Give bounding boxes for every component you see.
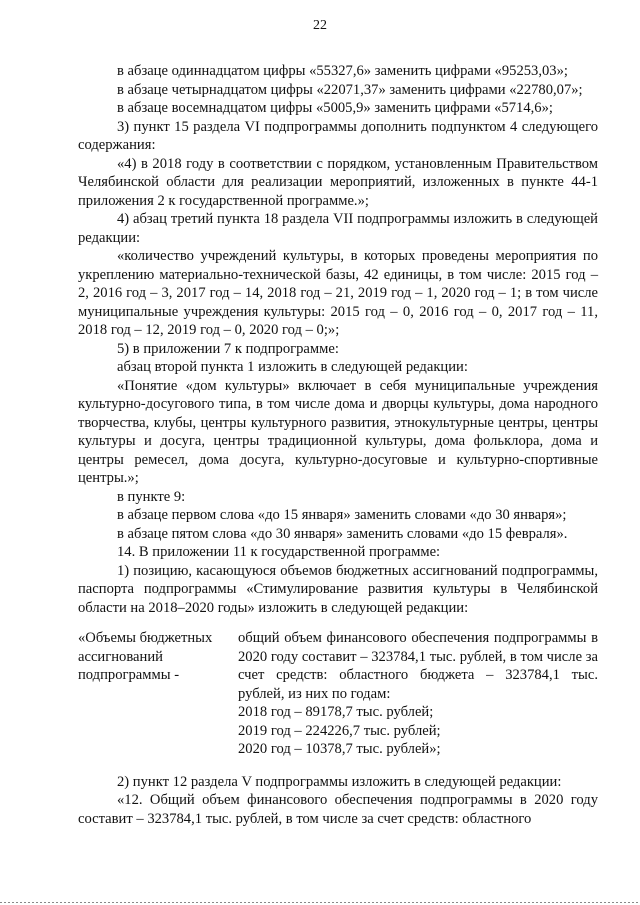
table-left-label: «Объемы бюджетных ассигнований подпрограммы bbox=[78, 630, 213, 683]
paragraph: 4) абзац третий пункта 18 раздела VII подпрограммы изложить в следующей редакции: bbox=[78, 211, 598, 246]
table-year-line: 2019 год – 224226,7 тыс. рублей; bbox=[238, 722, 441, 739]
table-year-line: 2020 год – 10378,7 тыс. рублей»; bbox=[238, 741, 441, 757]
paragraph: в абзаце одиннадцатом цифры «55327,6» заменить цифрами «95253,03»; bbox=[117, 63, 568, 79]
table-left-cell bbox=[78, 629, 238, 759]
paragraph: в абзаце восемнадцатом цифры «5005,9» заменить цифрами «5714,6»; bbox=[117, 100, 553, 116]
paragraph: в пункте 9: bbox=[117, 488, 186, 505]
paragraph: 3) пункт 15 раздела VI подпрограммы дополнить подпунктом 4 следующего содержания: bbox=[78, 118, 598, 153]
document-body bbox=[78, 62, 598, 828]
page-number: 22 bbox=[313, 18, 327, 33]
paragraph: «12. Общий объем финансового обеспечения подпрограммы в 2020 году составит – 323784,1 тыс. рублей, в том числе за счет средств: областного bbox=[78, 792, 598, 827]
paragraph: абзац второй пункта 1 изложить в следующей редакции: bbox=[117, 359, 468, 375]
paragraph: в абзаце четырнадцатом цифры «22071,37» заменить цифрами «22780,07»; bbox=[117, 81, 583, 98]
paragraph: 2) пункт 12 раздела V подпрограммы изложить в следующей редакции: bbox=[117, 773, 562, 790]
paragraph: 1) позицию, касающуюся объемов бюджетных ассигнований подпрограммы, паспорта подпрограммы «Стимулирование развития культуры в Челябинской области на 2018–2020 годы» изложить в следующей редакции: bbox=[78, 562, 598, 616]
paragraph: «Понятие «дом культуры» включает в себя муниципальные учреждения культурно-досугового типа, в том числе дома и дворцы культуры, дома народного творчества, клубы, центры культурного развития, этнокультурные центры, центры культуры и досуга, центры традиционной культуры, дома фольклора, дома и центры ремесел, дома досуга, культурно-досуговые и культурно-спортивные центры.»; bbox=[78, 377, 598, 486]
paragraph: в абзаце первом слова «до 15 января» заменить словами «до 30 января»; bbox=[117, 507, 567, 523]
paragraph: в абзаце пятом слова «до 30 января» заменить словами «до 15 февраля». bbox=[117, 525, 568, 542]
paragraph: «4) в 2018 году в соответствии с порядком, установленным Правительством Челябинской области для реализации мероприятий, изложенных в пункте 44-1 приложения 2 к государственной программе.»; bbox=[78, 155, 598, 209]
table-year-line: 2018 год – 89178,7 тыс. рублей; bbox=[238, 704, 434, 720]
paragraph: 5) в приложении 7 к подпрограмме: bbox=[117, 340, 339, 357]
table-right-cell bbox=[238, 629, 598, 759]
budget-position-table bbox=[78, 629, 598, 759]
table-right-text: общий объем финансового обеспечения подпрограммы в 2020 году составит – 323784,1 тыс. рублей, в том числе за счет средств: областного бюджета – 323784,1 тыс. рублей, из них по годам: bbox=[238, 630, 598, 702]
paragraph: 14. В приложении 11 к государственной программе: bbox=[117, 544, 441, 560]
paragraph: «количество учреждений культуры, в которых проведены мероприятия по укреплению материально-технической базы, 42 единицы, в том числе: 2015 год – 2, 2016 год – 3, 2017 год – 14, 2018 год – 21, 2019 год – 1, 2020 год – 1; в том числе муниципальные учреждения культуры: 2015 год – 0, 2016 год – 0, 2017 год – 11, 2018 год – 12, 2019 год – 0, 2020 год – 0;»; bbox=[78, 248, 598, 338]
table-dash: - bbox=[170, 667, 180, 683]
scan-edge-line bbox=[0, 902, 640, 903]
